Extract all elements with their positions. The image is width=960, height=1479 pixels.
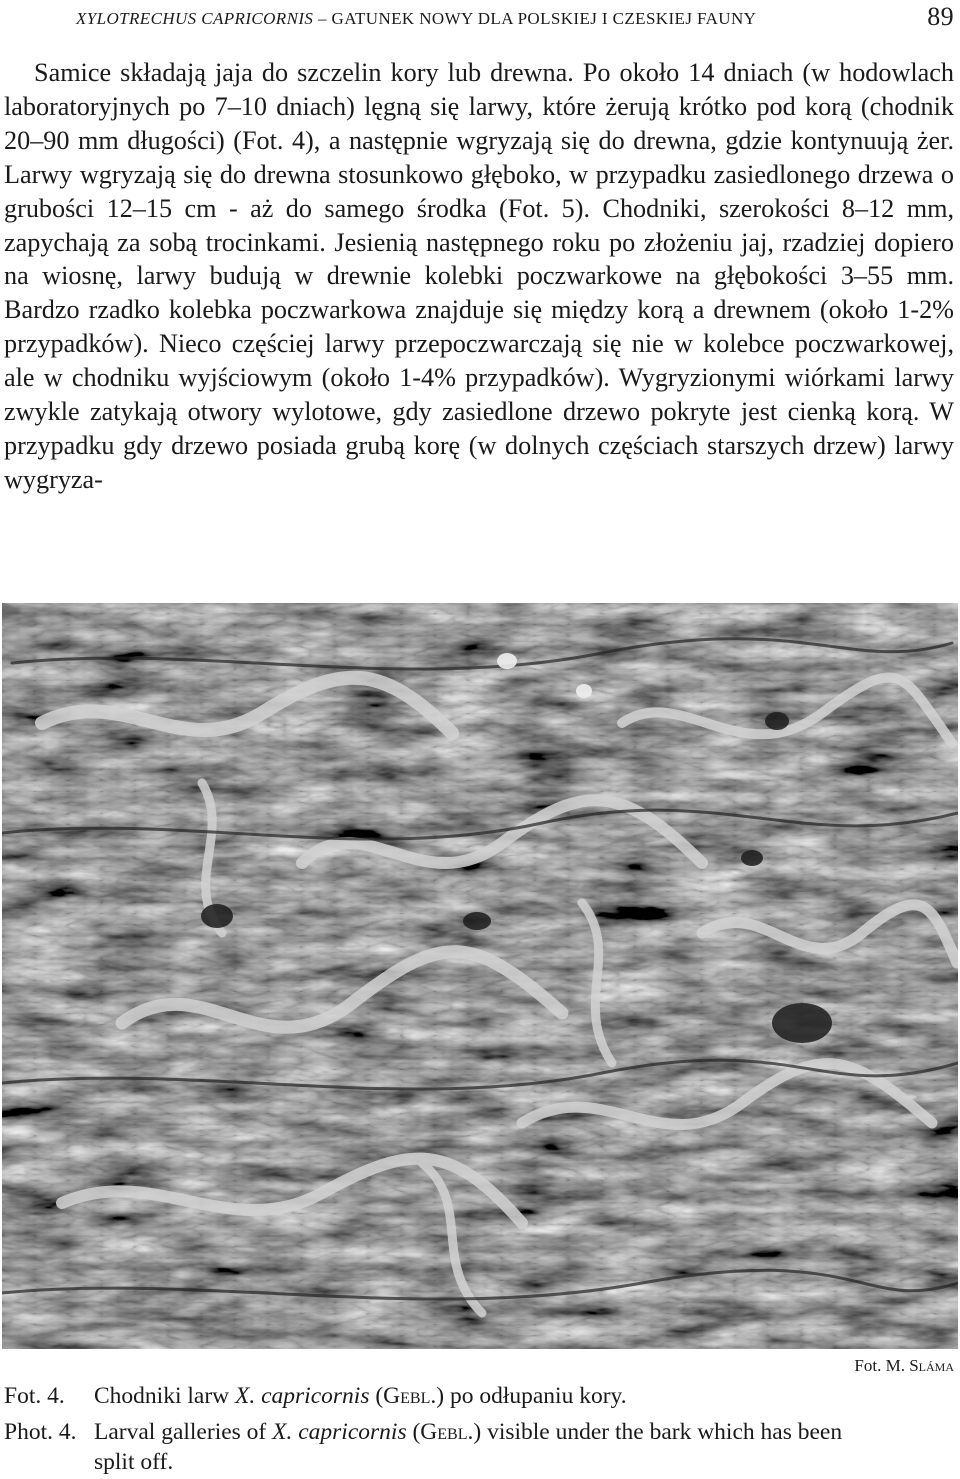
caption-pl-taxon: X. capricornis xyxy=(235,1383,370,1409)
running-head xyxy=(76,4,956,34)
running-head-separator: – xyxy=(317,9,327,28)
caption-en-continuation: split off. xyxy=(94,1449,174,1475)
photo-credit-name: Sláma xyxy=(909,1356,954,1375)
caption-en-text-before: Larval galleries of xyxy=(94,1419,267,1445)
caption-pl-author: Gebl xyxy=(383,1383,431,1409)
figure-larval-galleries-photo xyxy=(2,603,958,1349)
caption-en-author: Gebl xyxy=(420,1419,468,1445)
figure-caption-english xyxy=(4,1417,956,1477)
figure-caption-polish xyxy=(4,1381,956,1411)
running-head-title: GATUNEK NOWY DLA POLSKIEJ I CZESKIEJ FAUNY xyxy=(331,9,757,28)
caption-pl-text-after: .) po odłupaniu kory. xyxy=(430,1383,627,1409)
caption-en-taxon: X. capricornis xyxy=(272,1419,407,1445)
caption-pl-open: ( xyxy=(375,1383,384,1409)
caption-en-open: ( xyxy=(412,1419,421,1445)
running-head-species: XYLOTRECHUS CAPRICORNIS xyxy=(76,9,314,28)
bark-photo-illustration xyxy=(2,603,958,1349)
body-paragraph: Samice składają jaja do szczelin kory lub drewna. Po około 14 dniach (w hodowlach laboratoryjnych po 7–10 dniach) lęgną się larwy, które żerują krótko pod korą (chodnik 20–90 mm długości) (Fot. 4), a następnie wgryzają się do drewna, gdzie kontynuują żer. Larwy wgryzają się do drewna stosunkowo głęboko, w przypadku zasiedlonego drzewa o grubości 12–15 cm - aż do samego środka (Fot. 5). Chodniki, szerokości 8–12 mm, zapychają za sobą trocinkami. Jesienią następnego roku po złożeniu jaj, rzadziej dopiero na wiosnę, larwy budują w drewnie kolebki poczwarkowe na głębokości 3–55 mm. Bardzo rzadko kolebka poczwarkowa znajduje się między korą a drewnem (około 1-2% przypadków). Nieco częściej larwy przepoczwarczają się nie w kolebce poczwarkowej, ale w chodniku wyjściowym (około 1-4% przypadków). Wygryzionymi wiórkami larwy zwykle zatykają otwory wylotowe, gdy zasiedlone drzewo pokryte jest cienką korą. W przypadku gdy drzewo posiada grubą korę (w dolnych częściach starszych drzew) larwy wygryza- xyxy=(4,58,954,494)
page-number: 89 xyxy=(927,2,954,31)
photo-credit-prefix: Fot. M. xyxy=(854,1356,905,1375)
caption-pl-text-before: Chodniki larw xyxy=(94,1383,230,1409)
caption-en-label: Phot. 4. xyxy=(4,1419,77,1445)
caption-en-text-after: .) visible under the bark which has been xyxy=(467,1419,843,1445)
photo-credit xyxy=(854,1356,954,1376)
caption-pl-label: Fot. 4. xyxy=(4,1383,65,1409)
